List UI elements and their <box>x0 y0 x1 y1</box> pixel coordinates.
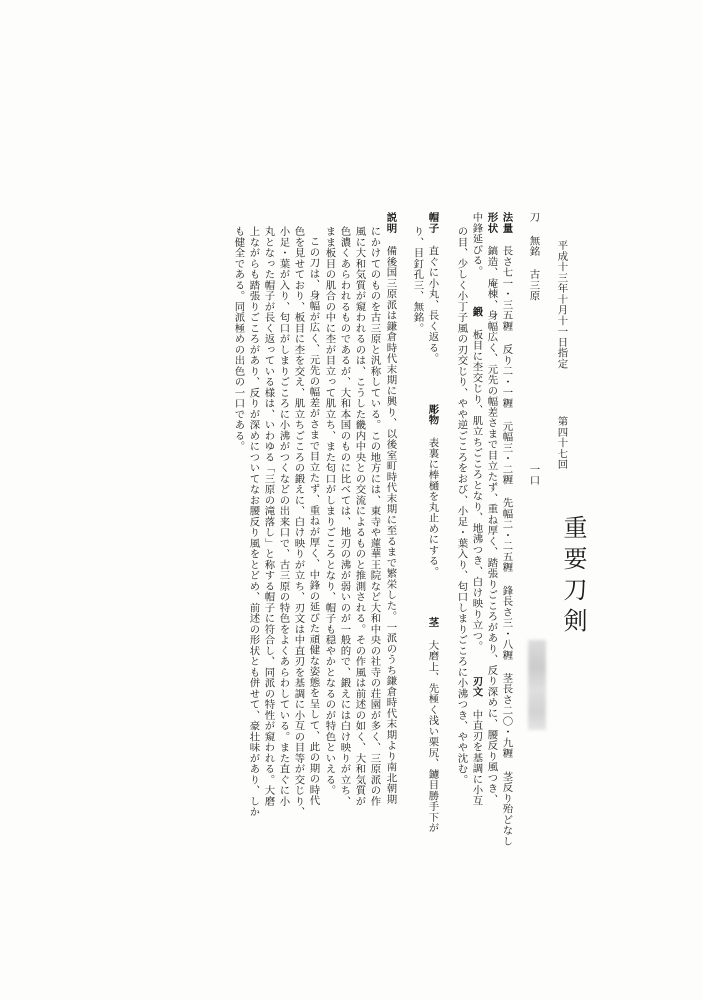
shape-text-continued: 中鋒延びる。 <box>470 212 483 277</box>
explanation-line-1 <box>385 212 395 805</box>
document-title: 重要刀剣 <box>559 515 587 639</box>
boshi-text: 直ぐに小丸、長く返る。 <box>426 245 439 364</box>
item-type-signature: 刀 無銘 古三原 <box>527 212 540 302</box>
shape-line-continued <box>471 212 481 806</box>
explanation-line-2: にかけてのものを古三原と汎称している。この地方には、東寺や蓮華王院など大和中央の社寺の荘園が多く、三原派の作 <box>368 226 381 807</box>
measurement-line <box>501 212 511 846</box>
shape-line <box>486 212 496 805</box>
explanation-text: 備後国三原派は鎌倉時代末期に興り、以後室町時代末期に至るまで繁栄した。一派のうち鎌倉時代末期より南北朝期 <box>384 245 397 805</box>
session-number: 第四十七回 <box>555 416 568 470</box>
boshi-label: 帽子 <box>426 212 439 234</box>
explanation-line-9: 丸となった帽子が長く返っている様は、いわゆる「三原の滝落し」と称する帽子に符合し、同派の特性が窺われる。大磨 <box>262 226 275 807</box>
hamon-label: 刃文 <box>470 675 483 698</box>
redacted-stamp <box>528 640 546 730</box>
explanation-line-5: まま板目の肌合の中に杢が目立って肌立ち、また匂口がしまりごころとなり、帽子も穏やかとなるのが特色といえる。 <box>323 226 336 796</box>
hamon-text: 中直刃を基調に小互 <box>470 709 483 806</box>
explanation-line-10: 上ながらも踏張りごころがあり、反りが深めについてなお腰反り風をとどめ、前述の形状とも併せて、豪壮味があり、しか <box>247 226 260 818</box>
horimono-label: 彫物 <box>426 403 439 426</box>
nakago-text: 大磨上、先極く浅い栗尻、鑢目勝手下が <box>426 639 439 834</box>
hamon-line-continued: の目、少しく小丁子風の刃交じり、やや逆ごころをおび、小足・葉入り、匂口しまりごころに小沸つき、やや沈む。 <box>455 226 468 785</box>
nakago-label: 茎 <box>426 617 439 628</box>
kitae-label: 鍛 <box>470 306 483 318</box>
shape-text: 鎬造、庵棟、身幅広く、元先の幅差さまで目立たず、重ね厚く、踏張りごころがあり、反り深めに、腰反り風つき、 <box>485 245 498 805</box>
designation-date: 平成十三年十月十一日指定 <box>555 240 568 369</box>
boshi-line <box>427 212 437 833</box>
kitae-text: 板目に杢交じり、肌立ちごころとなり、地沸つき、白け映り立つ。 <box>470 329 483 652</box>
explanation-line-3: 風に大和気質が窺われるのは、こうした畿内中央との交流によるものと推測される。その作風は前述の如く、大和気質が <box>353 226 366 807</box>
explanation-line-11: も健全である。同派極めの出色の一口である。 <box>232 226 245 452</box>
explanation-line-6: この刀は、身幅が広く、元先の幅差がさまで目立たず、重ねが厚く、中鋒の延びた頑健な姿態を呈して、此の期の時代 <box>307 236 320 806</box>
explanation-line-7: 色を見せており、板目に杢を交え、肌立ちごころの鍛えに、白け映りが立ち、刃文は中直刃を基調に小互の目等が交じり、 <box>292 226 305 818</box>
item-count: 一口 <box>527 464 540 486</box>
explanation-label: 説明 <box>384 212 397 234</box>
shape-label: 形状 <box>485 212 498 234</box>
explanation-line-8: 小足・葉が入り、匂口がしまりごころに小沸がつくなどの出来口で、古三原の特色をよくあらわしている。また直ぐに小 <box>277 226 290 807</box>
measurement-label: 法量 <box>500 212 513 234</box>
horimono-text: 表裏に棒樋を丸止めにする。 <box>426 437 439 577</box>
measurement-text: 長さ七一・三五糎 反り二・一糎 元幅三・二糎 先幅二・二五糎 鋒長さ三・八糎 茎長さ二〇・九糎 茎反り殆どなし <box>500 245 513 847</box>
explanation-line-4: 色濃くあらわれるものであるが、大和本国のものに比べては、地刃の沸が弱いのが一般的で、鍛えには白け映りが立ち、 <box>338 226 351 807</box>
nakago-line-continued: り、目釘孔三、無銘。 <box>411 226 424 334</box>
